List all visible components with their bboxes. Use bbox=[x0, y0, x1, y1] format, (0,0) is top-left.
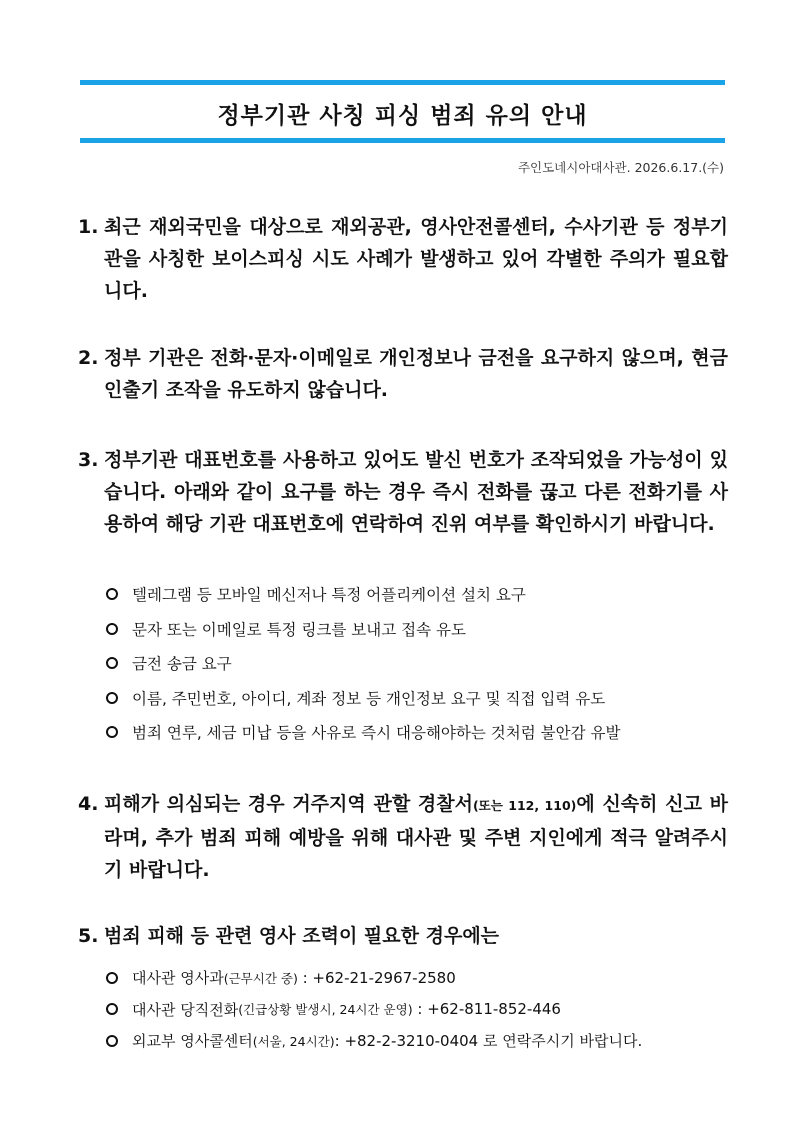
circle-bullet-icon bbox=[106, 1003, 118, 1015]
circle-bullet-icon bbox=[106, 726, 118, 738]
notice-item-3 bbox=[78, 444, 728, 540]
circle-bullet-icon bbox=[106, 657, 118, 669]
notice-item-5 bbox=[78, 920, 728, 952]
notice-item-4 bbox=[78, 788, 728, 886]
item-text: 정부기관 대표번호를 사용하고 있어도 발신 번호가 조작되었을 가능성이 있습니다. 아래와 같이 요구를 하는 경우 즉시 전화를 끊고 다른 전화기를 사용하여 해당 기관 대표번호에 연락하여 진위 여부를 확인하시기 바랍니다. bbox=[104, 449, 728, 535]
contact-list bbox=[78, 962, 728, 1057]
circle-bullet-icon bbox=[106, 972, 118, 984]
contact-item-consular-section: 대사관 영사과 (근무시간 중) : +62-21-2967-2580 bbox=[78, 962, 728, 994]
circle-bullet-icon bbox=[106, 1035, 118, 1047]
phone-number: +62-21-2967-2580 bbox=[312, 968, 456, 987]
phone-number: +62-811-852-446 bbox=[427, 1000, 561, 1019]
notice-item-1 bbox=[78, 211, 728, 307]
contact-item-call-center: 외교부 영사콜센터 (서울, 24시간) : +82-2-3210-0404 로 연락주시기 바랍니다. bbox=[78, 1025, 728, 1057]
circle-bullet-icon bbox=[106, 588, 118, 600]
phone-number: +82-2-3210-0404 bbox=[344, 1031, 479, 1050]
item-text: 범죄 피해 등 관련 영사 조력이 필요한 경우에는 bbox=[104, 925, 500, 947]
title-bottom-rule bbox=[80, 138, 725, 143]
title-top-rule bbox=[80, 80, 725, 85]
notice-item-2 bbox=[78, 342, 728, 406]
item-text: 피해가 의심되는 경우 거주지역 관할 경찰서(또는 112, 110)에 신속히 신고 바라며, 추가 범죄 피해 예방을 위해 대사관 및 주변 지인에게 적극 알려주시기 바랍니다. bbox=[104, 793, 728, 881]
police-numbers-note: (또는 112, 110) bbox=[472, 798, 577, 813]
contact-item-duty-phone: 대사관 당직전화 (긴급상황 발생시, 24시간 운영) : +62-811-852-446 bbox=[78, 994, 728, 1026]
item-number: 1. bbox=[78, 216, 99, 238]
list-item: 범죄 연루, 세금 미납 등을 사유로 즉시 대응해야하는 것처럼 불안감 유발 bbox=[78, 715, 728, 750]
list-item: 이름, 주민번호, 아이디, 계좌 정보 등 개인정보 요구 및 직접 입력 유도 bbox=[78, 681, 728, 716]
item-text: 최근 재외국민을 대상으로 재외공관, 영사안전콜센터, 수사기관 등 정부기관을 사칭한 보이스피싱 시도 사례가 발생하고 있어 각별한 주의가 필요합니다. bbox=[104, 216, 728, 302]
list-item: 문자 또는 이메일로 특정 링크를 보내고 접속 유도 bbox=[78, 612, 728, 647]
circle-bullet-icon bbox=[106, 623, 118, 635]
page-title: 정부기관 사칭 피싱 범죄 유의 안내 bbox=[217, 102, 588, 129]
list-item: 텔레그램 등 모바일 메신저나 특정 어플리케이션 설치 요구 bbox=[78, 577, 728, 612]
circle-bullet-icon bbox=[106, 692, 118, 704]
item-text: 정부 기관은 전화·문자·이메일로 개인정보나 금전을 요구하지 않으며, 현금인출기 조작을 유도하지 않습니다. bbox=[104, 347, 728, 401]
warning-bullet-list bbox=[78, 577, 728, 750]
item-number: 5. bbox=[78, 925, 99, 947]
item-number: 4. bbox=[78, 793, 99, 815]
list-item: 금전 송금 요구 bbox=[78, 646, 728, 681]
issuer-date: 주인도네시아대사관. 2026.6.17.(수) bbox=[517, 160, 724, 175]
item-number: 3. bbox=[78, 449, 99, 471]
item-number: 2. bbox=[78, 347, 99, 369]
